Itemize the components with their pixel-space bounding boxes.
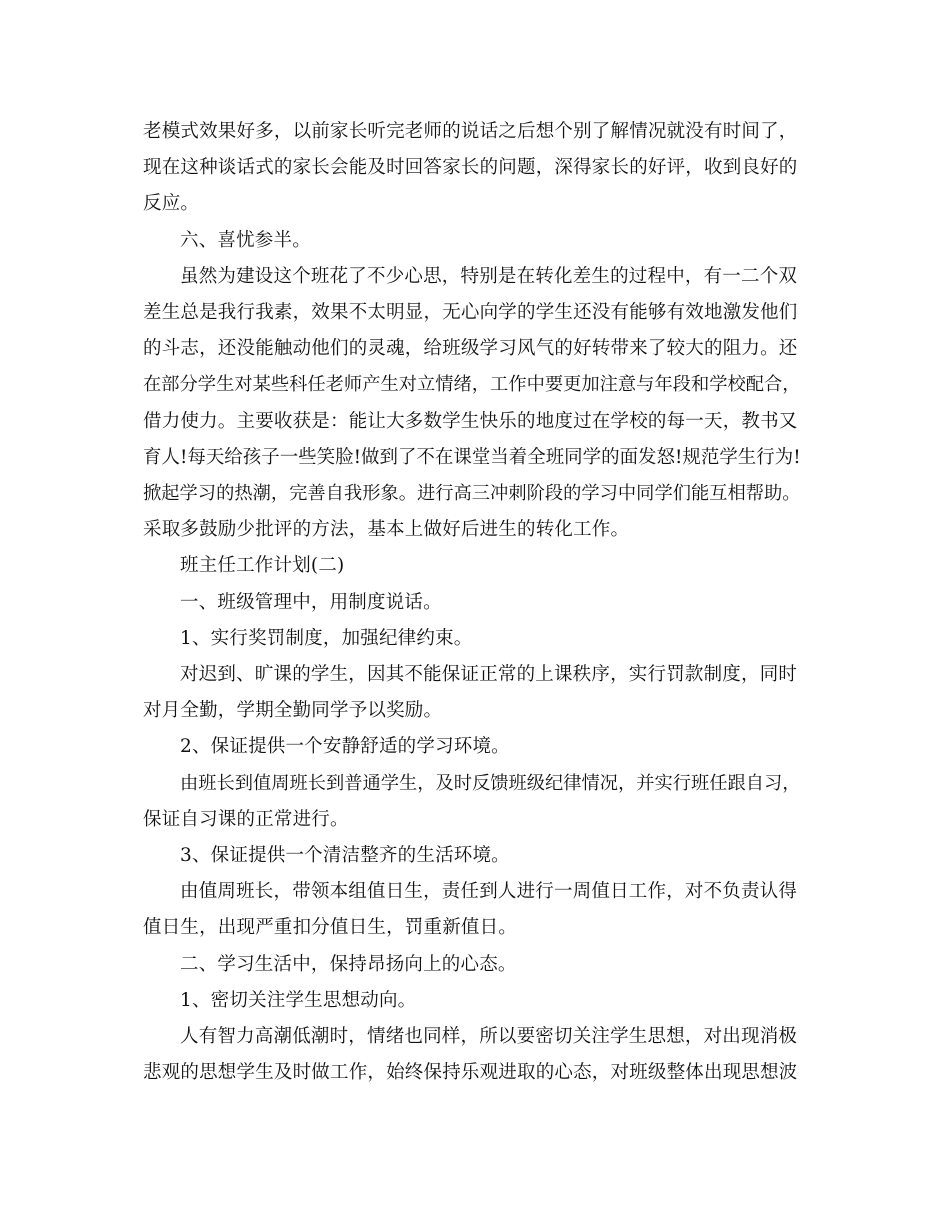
text-line: 老模式效果好多，以前家长听完老师的说话之后想个别了解情况就没有时间了， <box>143 121 798 142</box>
section-heading <box>143 585 808 621</box>
text-line: 在部分学生对某些科任老师产生对立情绪，工作中要更加注意与年段和学校配合， <box>143 374 801 396</box>
paragraph <box>143 1019 808 1091</box>
text-line: 六、喜忧参半。 <box>180 229 311 251</box>
text-line: 班主任工作计划(二) <box>180 555 345 577</box>
text-line: 人有智力高潮低潮时，情绪也同样，所以要密切关注学生思想，对出现消极 <box>180 1026 798 1048</box>
text-line: 3、保证提供一个清洁整齐的生活环境。 <box>180 845 510 867</box>
text-line: 一、班级管理中，用制度说话。 <box>180 591 442 613</box>
text-line: 1、密切关注学生思想动向。 <box>180 989 417 1011</box>
document-title <box>143 548 808 584</box>
paragraph <box>143 874 808 946</box>
section-heading <box>143 223 808 259</box>
document-body <box>143 114 808 1091</box>
paragraph <box>143 259 808 549</box>
subsection-heading <box>143 729 808 765</box>
paragraph <box>143 766 808 838</box>
text-line: 的斗志，还没能触动他们的灵魂，给班级学习风气的好转带来了较大的阻力。还 <box>143 338 798 360</box>
text-line: 2、保证提供一个安静舒适的学习环境。 <box>180 736 510 758</box>
subsection-heading <box>143 838 808 874</box>
text-line: 借力使力。主要收获是：能让大多数学生快乐的地度过在学校的每一天，教书又 <box>143 410 798 432</box>
text-line: 现在这种谈话式的家长会能及时回答家长的问题，深得家长的好评，收到良好的 <box>143 157 798 179</box>
text-line: 二、学习生活中，保持昂扬向上的心态。 <box>180 953 517 975</box>
text-line: 由班长到值周班长到普通学生，及时反馈班级纪律情况，并实行班任跟自习， <box>180 772 801 794</box>
text-line: 虽然为建设这个班花了不少心思，特别是在转化差生的过程中，有一二个双 <box>180 265 798 287</box>
text-line: 掀起学习的热潮，完善自我形象。进行高三冲刺阶段的学习中同学们能互相帮助。 <box>143 483 801 505</box>
text-line: 采取多鼓励少批评的方法，基本上做好后进生的转化工作。 <box>143 519 630 541</box>
text-line: 对迟到、旷课的学生，因其不能保证正常的上课秩序，实行罚款制度，同时 <box>180 664 798 686</box>
text-line: 由值周班长，带领本组值日生，责任到人进行一周值日工作，对不负责认得 <box>180 881 798 903</box>
subsection-heading <box>143 983 808 1019</box>
paragraph <box>143 657 808 729</box>
text-line: 1、实行奖罚制度，加强纪律约束。 <box>180 627 473 649</box>
text-line: 差生总是我行我素，效果不太明显，无心向学的学生还没有能够有效地激发他们 <box>143 302 798 324</box>
text-line: 反应。 <box>143 193 200 215</box>
text-line: 育人!每天给孩子一些笑脸!做到了不在课堂当着全班同学的面发怒!规范学生行为! <box>143 446 801 468</box>
text-line: 保证自习课的正常进行。 <box>143 808 349 830</box>
text-line: 悲观的思想学生及时做工作，始终保持乐观进取的心态，对班级整体出现思想波 <box>143 1062 798 1084</box>
text-line: 对月全勤，学期全勤同学予以奖励。 <box>143 700 443 722</box>
text-line: 值日生，出现严重扣分值日生，罚重新值日。 <box>143 917 518 939</box>
section-heading <box>143 947 808 983</box>
subsection-heading <box>143 621 808 657</box>
paragraph <box>143 114 808 223</box>
